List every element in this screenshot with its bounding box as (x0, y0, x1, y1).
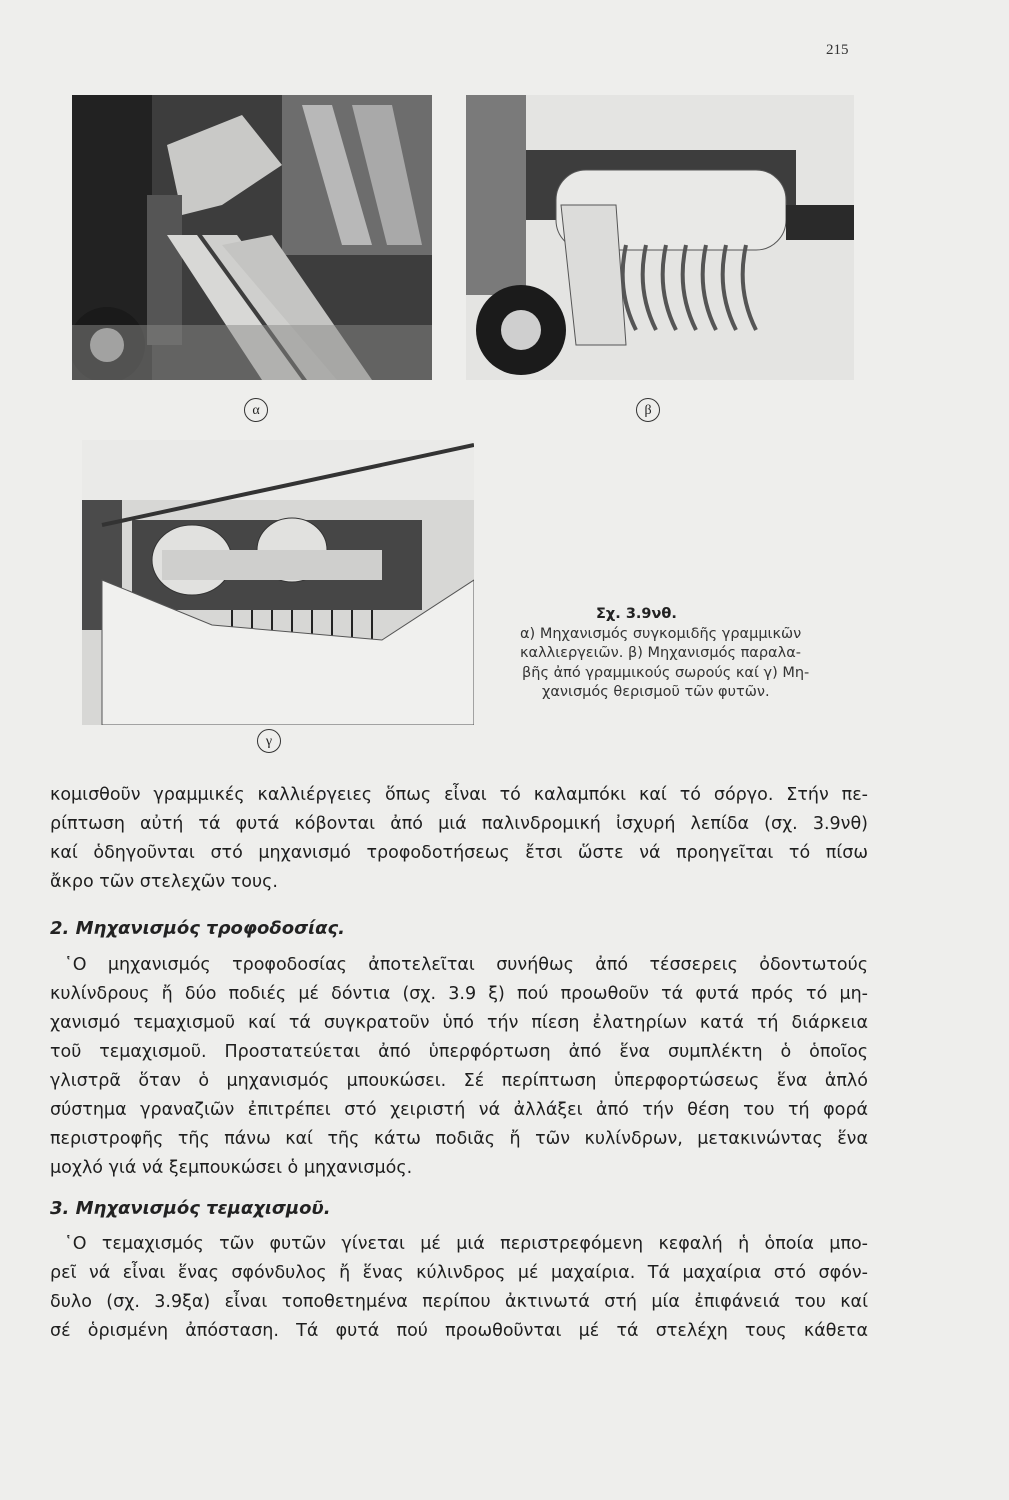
text-line: χανισμό τεμαχισμοῦ καί τά συγκρατοῦν ὑπό τήν πίεση ἐλατηρίων κατά τή διάρκεια (50, 1013, 868, 1033)
page-number: 215 (826, 42, 849, 58)
text-line: σέ ὁρισμένη ἀπόσταση. Τά φυτά πού προωθοῦνται μέ τά στελέχη τους κάθετα (50, 1321, 868, 1341)
caption-line: καλλιεργειῶν. β) Μηχανισμός παραλα- (520, 645, 801, 661)
caption-line: χανισμός θερισμοῦ τῶν φυτῶν. (542, 684, 770, 700)
figure-label-c: γ (257, 729, 281, 753)
photo-cutter-bar-header (82, 440, 474, 725)
paragraph-feeding (50, 951, 868, 1183)
text-line: ἄκρο τῶν στελεχῶν τους. (50, 872, 278, 892)
text-line: περιστροφῆς τῆς πάνω καί τῆς κάτω ποδιᾶς ἤ τῶν κυλίνδρων, μετακινώντας ἕνα (50, 1129, 868, 1149)
photo-windrow-pickup (466, 95, 854, 380)
text-line: καί ὁδηγοῦνται στό μηχανισμό τροφοδοτήσεως ἔτσι ὥστε νά προηγεῖται τό πίσω (50, 843, 868, 863)
figure-label-b: β (636, 398, 660, 422)
text-line: κομισθοῦν γραμμικές καλλιέργειες ὅπως εἶναι τό καλαμπόκι καί τό σόργο. Στήν πε- (50, 785, 868, 805)
caption-line: βῆς ἀπό γραμμικούς σωρούς καί γ) Μη- (522, 664, 810, 681)
figure-label-a: α (244, 398, 268, 422)
caption-line: α) Μηχανισμός συγκομιδῆς γραμμικῶν (520, 625, 802, 642)
text-line: τοῦ τεμαχισμοῦ. Προστατεύεται ἀπό ὑπερφόρτωση ἀπό ἕνα συμπλέκτη ὁ ὁποῖος (50, 1042, 868, 1062)
windrow-pickup-illustration (466, 95, 854, 380)
cutter-bar-header-illustration (82, 440, 474, 725)
text-line: γλιστρᾶ ὅταν ὁ μηχανισμός μπουκώσει. Σέ περίπτωση ὑπερφορτώσεως ἕνα ἁπλό (50, 1071, 868, 1091)
figure-caption (520, 605, 860, 703)
text-line: δυλο (σχ. 3.9ξα) εἶναι τοποθετημένα περίπου ἀκτινωτά στή μία ἐπιφάνειά του καί (50, 1292, 868, 1312)
text-line: μοχλό γιά νά ξεμπουκώσει ὁ μηχανισμός. (50, 1158, 413, 1178)
paragraph-intro (50, 781, 868, 897)
text-line: ρεῖ νά εἶναι ἕνας σφόνδυλος ἤ ἕνας κύλινδρος μέ μαχαίρια. Τά μαχαίρια στό σφόν- (50, 1263, 868, 1283)
photo-row-crop-header (72, 95, 432, 380)
section-heading-feeding: 2. Μηχανισμός τροφοδοσίας. (50, 918, 345, 939)
paragraph-chopping (50, 1230, 868, 1346)
section-heading-chopping: 3. Μηχανισμός τεμαχισμοῦ. (50, 1198, 331, 1219)
caption-title: Σχ. 3.9νθ. (596, 606, 677, 622)
text-line: ῾Ο τεμαχισμός τῶν φυτῶν γίνεται μέ μιά περιστρεφόμενη κεφαλή ἡ ὁποία μπο- (64, 1234, 868, 1254)
text-line: κυλίνδρους ἤ δύο ποδιές μέ δόντια (σχ. 3.9 ξ) πού προωθοῦν τά φυτά πρός τό μη- (50, 984, 868, 1004)
row-crop-header-illustration (72, 95, 432, 380)
text-line: ρίπτωση αὐτή τά φυτά κόβονται ἀπό μιά παλινδρομική ἰσχυρή λεπίδα (σχ. 3.9νθ) (50, 814, 868, 834)
text-line: ῾Ο μηχανισμός τροφοδοσίας ἀποτελεῖται συνήθως ἀπό τέσσερεις ὀδοντωτούς (64, 955, 868, 975)
text-line: σύστημα γραναζιῶν ἐπιτρέπει στό χειριστή νά ἀλλάξει ἀπό τήν θέση του τή φορά (50, 1100, 868, 1120)
